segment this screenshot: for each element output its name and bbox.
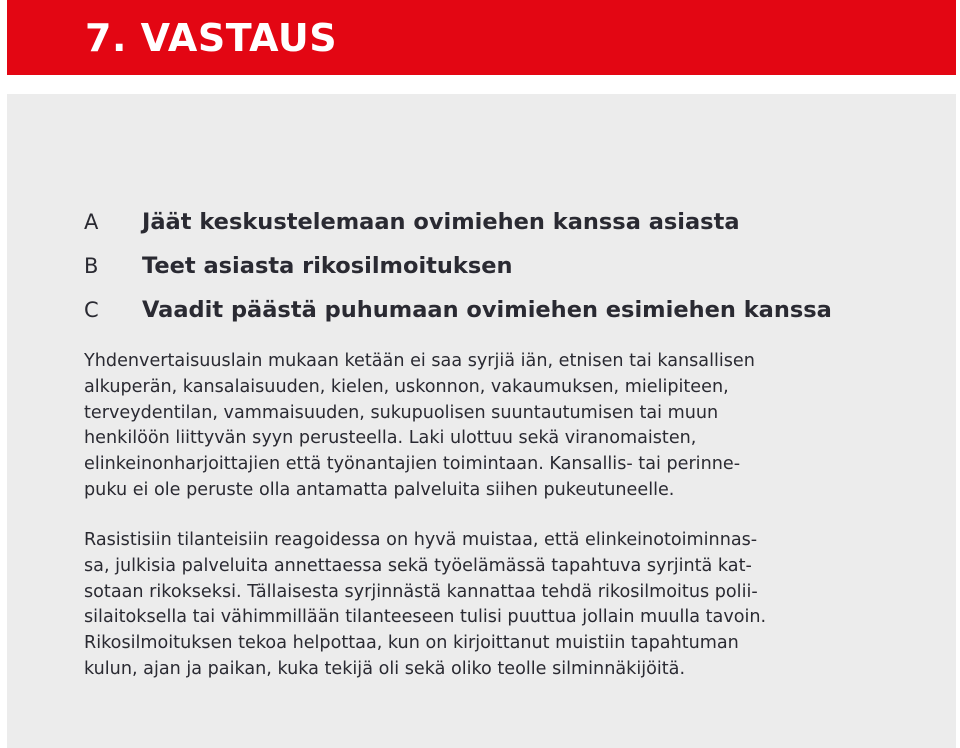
explanation-paragraph-2 bbox=[84, 528, 944, 683]
answer-options bbox=[84, 203, 944, 335]
text-line: puku ei ole peruste olla antamatta palveluita siihen pukeutuneelle. bbox=[84, 479, 675, 500]
text-line: sotaan rikokseksi. Tällaisesta syrjinnästä kannattaa tehdä rikosilmoitus polii- bbox=[84, 581, 758, 602]
text-line: Rikosilmoituksen tekoa helpottaa, kun on kirjoittanut muistiin tapahtuman bbox=[84, 633, 739, 654]
option-a bbox=[84, 203, 944, 247]
option-letter: A bbox=[84, 210, 99, 234]
explanation-paragraph-1 bbox=[84, 349, 944, 504]
text-line: sa, julkisia palveluita annettaessa sekä työelämässä tapahtuva syrjintä kat- bbox=[84, 555, 752, 576]
option-b bbox=[84, 247, 944, 291]
text-line: kulun, ajan ja paikan, kuka tekijä oli sekä oliko teolle silminnäkijöitä. bbox=[84, 658, 686, 679]
text-line: henkilöön liittyvän syyn perusteella. Laki ulottuu sekä viranomaisten, bbox=[84, 428, 697, 449]
text-line: Rasistisiin tilanteisiin reagoidessa on hyvä muistaa, että elinkeinotoiminnas- bbox=[84, 530, 758, 550]
text-line: silaitoksella tai vähimmillään tilanteeseen tulisi puuttua jollain muulla tavoin. bbox=[84, 607, 767, 628]
option-text: Vaadit päästä puhumaan ovimiehen esimiehen kanssa bbox=[142, 297, 832, 323]
text-line: alkuperän, kansalaisuuden, kielen, uskonnon, vakaumuksen, mielipiteen, bbox=[84, 376, 729, 397]
option-text: Teet asiasta rikosilmoituksen bbox=[142, 253, 513, 279]
text-line: terveydentilan, vammaisuuden, sukupuolisen suuntautumisen tai muun bbox=[84, 402, 719, 423]
page-title: 7. VASTAUS bbox=[85, 16, 338, 60]
option-c bbox=[84, 291, 944, 335]
text-line: Yhdenvertaisuuslain mukaan ketään ei saa syrjiä iän, etnisen tai kansallisen bbox=[84, 351, 755, 371]
option-letter: C bbox=[84, 298, 99, 322]
option-text: Jäät keskustelemaan ovimiehen kanssa asiasta bbox=[142, 209, 740, 235]
option-letter: B bbox=[84, 254, 99, 278]
text-line: elinkeinonharjoittajien että työnantajien toimintaan. Kansallis- tai perinne- bbox=[84, 454, 741, 475]
header-banner bbox=[7, 0, 956, 75]
